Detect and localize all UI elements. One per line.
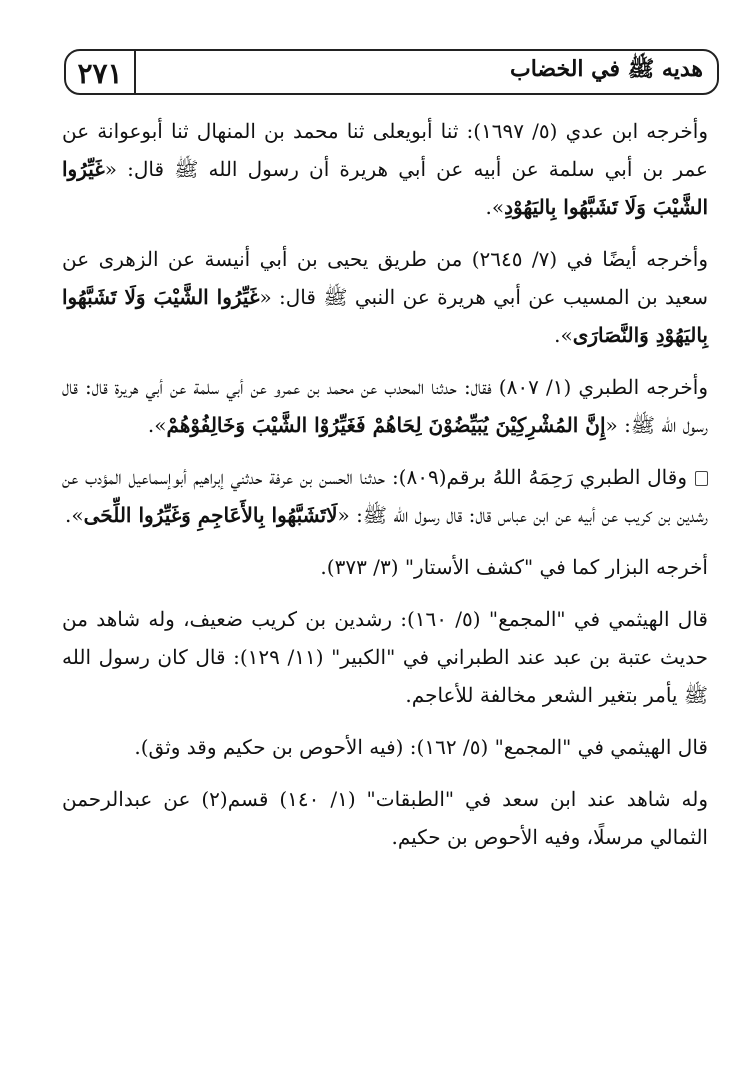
paragraph-tabari-807 [62, 368, 708, 444]
paragraph-haythami-160 [62, 600, 708, 714]
page-body [62, 112, 708, 856]
page-header [64, 49, 719, 95]
paragraph-text-end: ». [485, 195, 505, 219]
paragraph-haythami-162 [62, 728, 708, 766]
page-number-box [66, 51, 136, 95]
paragraph-ibn-adi [62, 112, 708, 226]
paragraph-text-end: ». [147, 413, 167, 437]
paragraph-text-end: ». [65, 503, 84, 527]
paragraph-ibn-saad [62, 780, 708, 856]
paragraph-ibn-adi-2 [62, 240, 708, 354]
paragraph-text: وأخرجه ابن عدي (٥/ ١٦٩٧): ثنا أبويعلى ثنا محمد بن المنهال ثنا أبوعوانة عن عمر بن أبي سلمة عن أبيه عن أبي هريرة أن رسول الله ﷺ قال: « [62, 119, 708, 181]
paragraph-text-end: ». [554, 323, 573, 347]
hadith-quote: إِنَّ المُشْرِكِيْنَ يُبَيِّضُوْنَ لِحَاهُمْ فَغَيِّرُوْا الشَّيْبَ وَخَالِفُوْهُمْ [166, 413, 606, 437]
hadith-quote: غَيِّرُوا الشَّيْبَ وَلَا تَشَبَّهُوا بِاليَهُوْدِ وَالنَّصَارَى [62, 285, 708, 347]
paragraph-text: أخرجه البزار كما في "كشف الأستار" (٣/ ٣٧٣). [320, 555, 708, 579]
paragraph-text: قال الهيثمي في "المجمع" (٥/ ١٦٢): (فيه الأحوص بن حكيم وقد وثق). [134, 735, 708, 759]
paragraph-text: وله شاهد عند ابن سعد في "الطبقات" (١/ ١٤٠) قسم(٢) عن عبدالرحمن الثمالي مرسلًا، وفيه الأحوص بن حكيم. [62, 787, 708, 849]
hadith-quote: لَاتَشَبَّهُوا بِالأَعَاجِمِ وَغَيِّرُوا اللِّحَى [83, 503, 338, 527]
running-title: هديه ﷺ في الخضاب [510, 56, 703, 82]
paragraph-text: وأخرجه الطبري (١/ ٨٠٧) فقال: حدثنا المحدب عن محمد بن عمرو عن أبي سلمة عن أبي هريرة قال: قال رسول الله ﷺ: « [62, 375, 708, 437]
paragraph-text: وأخرجه أيضًا في (٧/ ٢٦٤٥) من طريق يحيى بن أبي أنيسة عن الزهرى عن سعيد بن المسيب عن أبي هريرة عن النبي ﷺ قال: « [62, 247, 709, 309]
hadith-quote: غَيِّرُوا الشَّيْبَ وَلَا تَشَبَّهُوا بِاليَهُوْدِ [62, 157, 708, 219]
paragraph-text: وقال الطبري رَحِمَهُ اللهُ برقم(٨٠٩): حدثنا الحسن بن عرفة حدثني إبراهيم أبوإسماعيل المؤدب عن رشدين بن كريب عن أبيه عن ابن عباس قال: قال رسول الله ﷺ: « [62, 465, 708, 527]
paragraph-bazzar [62, 548, 708, 586]
page-number: ٢٧١ [77, 56, 123, 90]
paragraph-text: قال الهيثمي في "المجمع" (٥/ ١٦٠): رشدين بن كريب ضعيف، وله شاهد من حديث عتبة بن عبد عند الطبراني في "الكبير" (١١/ ١٢٩): قال كان رسول الله ﷺ يأمر بتغير الشعر مخالفة للأعاجم. [62, 607, 709, 707]
paragraph-tabari-809 [62, 458, 708, 534]
note-icon [695, 471, 708, 486]
